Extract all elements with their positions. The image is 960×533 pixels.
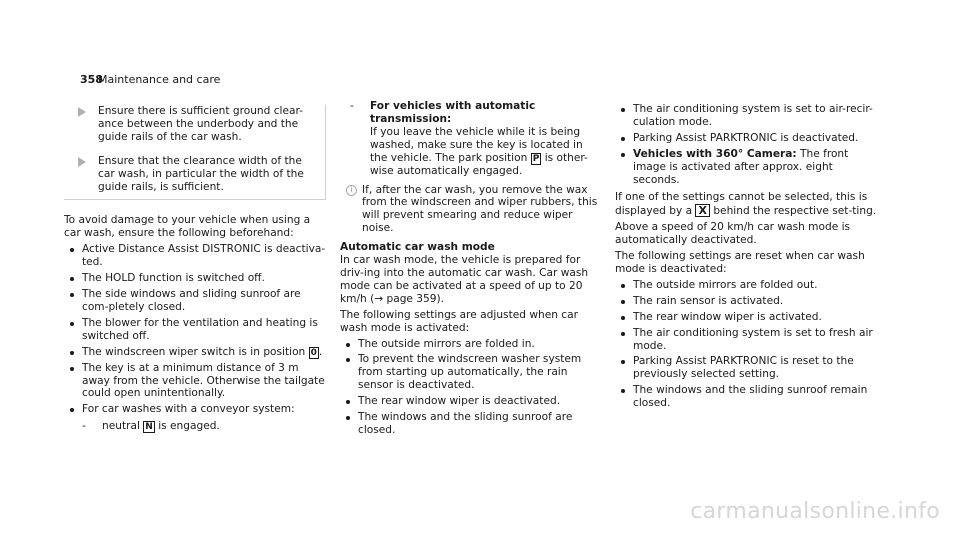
note-item: Ensure there is sufficient ground clear-ance between the underbody and the guide rails of the car wash. xyxy=(78,105,317,144)
cannot-select-text: If one of the settings cannot be selected, this is displayed by a X behind the respective set-ting. xyxy=(615,191,877,218)
triangle-bullet-icon xyxy=(78,157,86,167)
list-item: The air conditioning system is set to air-recir-culation mode. xyxy=(621,103,877,129)
list-item: The outside mirrors are folded out. xyxy=(621,279,877,292)
list-item: Vehicles with 360° Camera: The front image is activated after approx. eight seconds. xyxy=(621,148,877,187)
list-item: The windscreen wiper switch is in position 0 . xyxy=(70,346,326,359)
list-item: For car washes with a conveyor system: xyxy=(70,403,326,416)
automatic-heading: For vehicles with automatic transmission: xyxy=(370,100,536,125)
list-item: The rear window wiper is activated. xyxy=(621,311,877,324)
list-item: The side windows and sliding sunroof are com-pletely closed. xyxy=(70,288,326,314)
car-wash-mode-text: In car wash mode, the vehicle is prepared for driv-ing into the automatic car wash. Car wash mode can be activated at a speed of up to 20 km/h (→ page 359). xyxy=(340,254,589,305)
adjusted-intro: The following settings are adjusted when car wash mode is activated: xyxy=(340,308,578,334)
wiper-position-symbol: 0 xyxy=(310,347,317,358)
page-number: 358 xyxy=(80,73,103,86)
triangle-bullet-icon xyxy=(78,107,86,117)
list-item: The windows and the sliding sunroof are closed. xyxy=(346,411,602,437)
list-item: Parking Assist PARKTRONIC is deactivated. xyxy=(621,132,877,145)
column-2 xyxy=(340,100,602,437)
x-symbol-icon: X xyxy=(695,204,709,217)
list-item: Active Distance Assist DISTRONIC is deactiva-ted. xyxy=(70,243,326,269)
neutral-symbol: N xyxy=(145,422,153,433)
column-1 xyxy=(64,100,326,433)
intro-text: To avoid damage to your vehicle when using a car wash, ensure the following beforehand: xyxy=(64,214,311,240)
reset-list xyxy=(615,279,877,410)
list-item: Parking Assist PARKTRONIC is reset to the previously selected setting. xyxy=(621,355,877,381)
reset-intro: The following settings are reset when car wash mode is deactivated: xyxy=(615,250,865,275)
park-symbol: P xyxy=(532,153,540,164)
list-item: The blower for the ventilation and heating is switched off. xyxy=(70,317,326,343)
info-icon: i xyxy=(346,185,357,196)
list-item: The windows and the sliding sunroof remain closed. xyxy=(621,384,877,410)
list-item: The key is at a minimum distance of 3 m away from the vehicle. Otherwise the tailgate could open unintentionally. xyxy=(70,362,326,401)
list-item: The outside mirrors are folded in. xyxy=(346,338,602,351)
car-wash-mode-heading: Automatic car wash mode xyxy=(340,241,495,254)
checklist xyxy=(64,243,326,433)
adjusted-list xyxy=(340,338,602,437)
note-box xyxy=(64,105,326,200)
info-note: i If, after the car wash, you remove the wax from the windscreen and wiper rubbers, this will prevent smearing and reduce wiper noise. xyxy=(346,184,602,236)
watermark: carmanualsonline.info xyxy=(690,499,940,525)
column-3 xyxy=(615,100,877,410)
above-speed-text: Above a speed of 20 km/h car wash mode is automatically deactivated. xyxy=(615,221,851,247)
section-title: Maintenance and care xyxy=(98,73,221,86)
camera-label: Vehicles with 360° Camera: xyxy=(633,147,797,160)
note-item: Ensure that the clearance width of the car wash, in particular the width of the guide rails, is sufficient. xyxy=(78,155,317,194)
list-item: The HOLD function is switched off. xyxy=(70,272,326,285)
list-item: The rain sensor is activated. xyxy=(621,295,877,308)
list-item: The air conditioning system is set to fresh air mode. xyxy=(621,327,877,353)
adjusted-list-continued xyxy=(615,103,877,186)
list-item: To prevent the windscreen washer system from starting up automatically, the rain sensor is deactivated. xyxy=(346,353,602,392)
automatic-transmission-note: - For vehicles with automatic transmission: If you leave the vehicle while it is being washed, make sure the key is located in the vehicle. The park position P is other-wise automatically engaged. xyxy=(350,100,602,178)
list-item: The rear window wiper is deactivated. xyxy=(346,395,602,408)
sub-list-item: - neutral N is engaged. xyxy=(82,420,220,433)
